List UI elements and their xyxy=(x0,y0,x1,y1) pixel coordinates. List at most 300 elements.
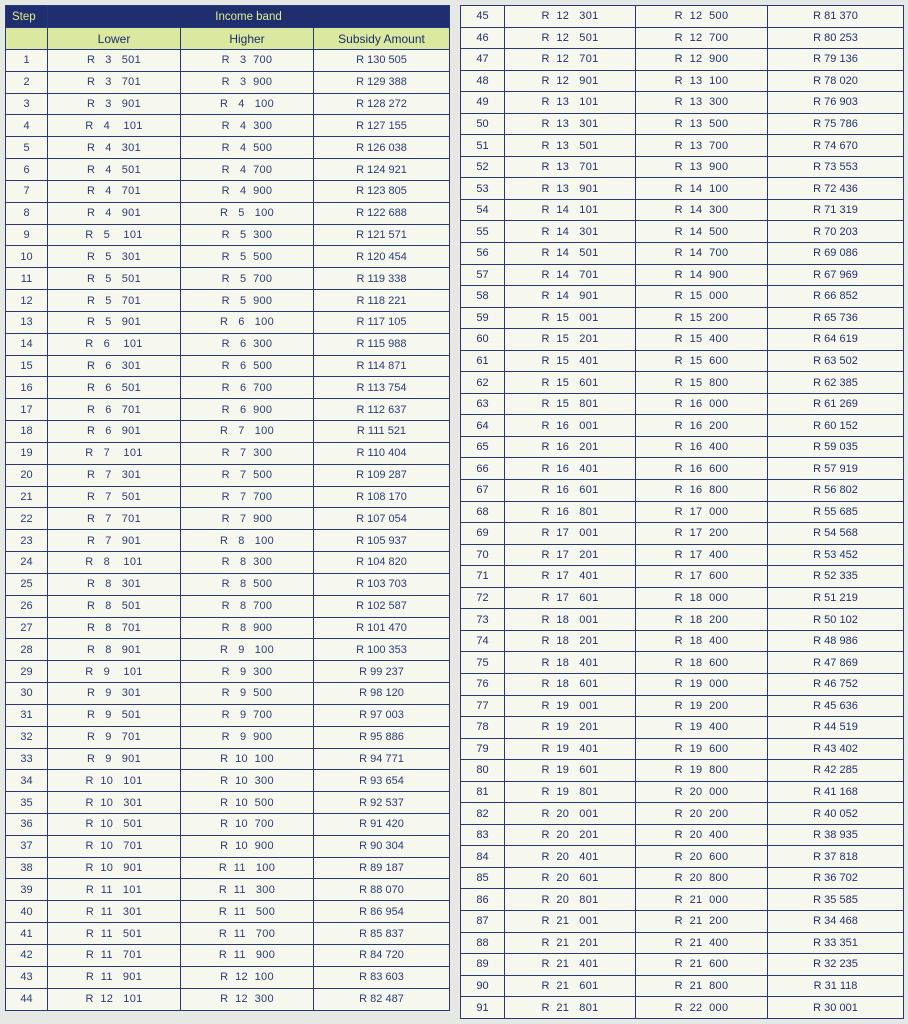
higher-cell: R 7 300 xyxy=(181,442,314,464)
step-cell: 54 xyxy=(461,199,505,221)
table-row xyxy=(6,399,450,421)
higher-cell: R 21 800 xyxy=(636,975,768,997)
subsidy-cell: R 32 235 xyxy=(768,954,904,976)
table-row xyxy=(6,988,450,1010)
lower-cell: R 14 701 xyxy=(505,264,636,286)
lower-cell: R 20 201 xyxy=(505,824,636,846)
lower-cell: R 5 101 xyxy=(48,224,181,246)
subsidy-cell: R 54 568 xyxy=(768,523,904,545)
table-row xyxy=(461,566,904,588)
lower-cell: R 10 501 xyxy=(48,813,181,835)
lower-cell: R 19 801 xyxy=(505,781,636,803)
subsidy-cell: R 124 921 xyxy=(314,159,450,181)
table-row xyxy=(6,93,450,115)
subsidy-cell: R 37 818 xyxy=(768,846,904,868)
lower-cell: R 17 001 xyxy=(505,523,636,545)
subsidy-cell: R 98 120 xyxy=(314,683,450,705)
table-row xyxy=(461,286,904,308)
higher-cell: R 8 300 xyxy=(181,552,314,574)
table-row xyxy=(6,115,450,137)
higher-cell: R 16 400 xyxy=(636,436,768,458)
higher-cell: R 15 200 xyxy=(636,307,768,329)
step-cell: 7 xyxy=(6,180,48,202)
step-cell: 18 xyxy=(6,421,48,443)
lower-cell: R 6 501 xyxy=(48,377,181,399)
subsidy-cell: R 61 269 xyxy=(768,393,904,415)
lower-cell: R 10 301 xyxy=(48,792,181,814)
subsidy-cell: R 63 502 xyxy=(768,350,904,372)
higher-cell: R 21 200 xyxy=(636,910,768,932)
table-row xyxy=(6,552,450,574)
step-cell: 74 xyxy=(461,630,505,652)
subsidy-cell: R 97 003 xyxy=(314,704,450,726)
table-row xyxy=(6,770,450,792)
step-cell: 66 xyxy=(461,458,505,480)
higher-cell: R 7 100 xyxy=(181,421,314,443)
higher-cell: R 7 500 xyxy=(181,464,314,486)
higher-cell: R 13 700 xyxy=(636,135,768,157)
subsidy-cell: R 36 702 xyxy=(768,867,904,889)
step-cell: 32 xyxy=(6,726,48,748)
table-row xyxy=(461,178,904,200)
subsidy-cell: R 115 988 xyxy=(314,333,450,355)
table-row xyxy=(6,530,450,552)
higher-cell: R 20 200 xyxy=(636,803,768,825)
step-cell: 25 xyxy=(6,573,48,595)
lower-cell: R 16 401 xyxy=(505,458,636,480)
step-cell: 67 xyxy=(461,480,505,502)
subsidy-cell: R 33 351 xyxy=(768,932,904,954)
lower-cell: R 9 101 xyxy=(48,661,181,683)
subsidy-cell: R 76 903 xyxy=(768,92,904,114)
lower-cell: R 4 501 xyxy=(48,159,181,181)
higher-cell: R 9 500 xyxy=(181,683,314,705)
higher-cell: R 12 500 xyxy=(636,6,768,28)
lower-cell: R 17 401 xyxy=(505,566,636,588)
table-row xyxy=(461,544,904,566)
subsidy-cell: R 101 470 xyxy=(314,617,450,639)
table-row xyxy=(6,421,450,443)
subsidy-cell: R 90 304 xyxy=(314,835,450,857)
step-cell: 71 xyxy=(461,566,505,588)
lower-cell: R 6 701 xyxy=(48,399,181,421)
header-subsidy-amount: Subsidy Amount xyxy=(314,28,450,50)
step-cell: 51 xyxy=(461,135,505,157)
header-step-blank xyxy=(6,28,48,50)
step-cell: 6 xyxy=(6,159,48,181)
subsidy-cell: R 40 052 xyxy=(768,803,904,825)
step-cell: 89 xyxy=(461,954,505,976)
table-row xyxy=(6,726,450,748)
table-row xyxy=(6,901,450,923)
higher-cell: R 14 900 xyxy=(636,264,768,286)
step-cell: 13 xyxy=(6,311,48,333)
step-cell: 70 xyxy=(461,544,505,566)
step-cell: 41 xyxy=(6,923,48,945)
lower-cell: R 7 501 xyxy=(48,486,181,508)
table-row xyxy=(461,307,904,329)
lower-cell: R 10 701 xyxy=(48,835,181,857)
table-row xyxy=(461,738,904,760)
table-row xyxy=(461,480,904,502)
subsidy-cell: R 91 420 xyxy=(314,813,450,835)
table-row xyxy=(6,944,450,966)
step-cell: 88 xyxy=(461,932,505,954)
lower-cell: R 21 001 xyxy=(505,910,636,932)
step-cell: 21 xyxy=(6,486,48,508)
step-cell: 38 xyxy=(6,857,48,879)
table-row xyxy=(6,857,450,879)
higher-cell: R 5 300 xyxy=(181,224,314,246)
subsidy-cell: R 60 152 xyxy=(768,415,904,437)
subsidy-cell: R 85 837 xyxy=(314,923,450,945)
lower-cell: R 12 901 xyxy=(505,70,636,92)
lower-cell: R 18 201 xyxy=(505,630,636,652)
higher-cell: R 6 900 xyxy=(181,399,314,421)
table-row xyxy=(461,609,904,631)
higher-cell: R 6 100 xyxy=(181,311,314,333)
higher-cell: R 12 100 xyxy=(181,966,314,988)
step-cell: 10 xyxy=(6,246,48,268)
subsidy-cell: R 108 170 xyxy=(314,486,450,508)
header-step: Step xyxy=(6,6,48,28)
higher-cell: R 4 500 xyxy=(181,137,314,159)
lower-cell: R 5 901 xyxy=(48,311,181,333)
step-cell: 59 xyxy=(461,307,505,329)
subsidy-cell: R 128 272 xyxy=(314,93,450,115)
step-cell: 68 xyxy=(461,501,505,523)
subsidy-cell: R 79 136 xyxy=(768,49,904,71)
table-row xyxy=(461,458,904,480)
step-cell: 43 xyxy=(6,966,48,988)
step-cell: 14 xyxy=(6,333,48,355)
table-row xyxy=(461,372,904,394)
higher-cell: R 11 700 xyxy=(181,923,314,945)
higher-cell: R 4 100 xyxy=(181,93,314,115)
lower-cell: R 19 201 xyxy=(505,717,636,739)
subsidy-cell: R 62 385 xyxy=(768,372,904,394)
subsidy-cell: R 130 505 xyxy=(314,50,450,72)
step-cell: 62 xyxy=(461,372,505,394)
table-row xyxy=(6,202,450,224)
higher-cell: R 10 700 xyxy=(181,813,314,835)
higher-cell: R 18 600 xyxy=(636,652,768,674)
step-cell: 39 xyxy=(6,879,48,901)
lower-cell: R 4 701 xyxy=(48,180,181,202)
higher-cell: R 11 900 xyxy=(181,944,314,966)
step-cell: 16 xyxy=(6,377,48,399)
subsidy-cell: R 57 919 xyxy=(768,458,904,480)
table-row xyxy=(461,997,904,1019)
lower-cell: R 13 701 xyxy=(505,156,636,178)
lower-cell: R 21 201 xyxy=(505,932,636,954)
subsidy-cell: R 30 001 xyxy=(768,997,904,1019)
table-row xyxy=(461,781,904,803)
step-cell: 15 xyxy=(6,355,48,377)
lower-cell: R 4 101 xyxy=(48,115,181,137)
table-row xyxy=(6,683,450,705)
subsidy-cell: R 38 935 xyxy=(768,824,904,846)
higher-cell: R 20 600 xyxy=(636,846,768,868)
table-row xyxy=(6,50,450,72)
lower-cell: R 11 701 xyxy=(48,944,181,966)
lower-cell: R 5 701 xyxy=(48,290,181,312)
subsidy-cell: R 69 086 xyxy=(768,243,904,265)
step-cell: 28 xyxy=(6,639,48,661)
higher-cell: R 22 000 xyxy=(636,997,768,1019)
higher-cell: R 9 700 xyxy=(181,704,314,726)
subsidy-cell: R 129 388 xyxy=(314,71,450,93)
subsidy-cell: R 81 370 xyxy=(768,6,904,28)
higher-cell: R 18 200 xyxy=(636,609,768,631)
step-cell: 69 xyxy=(461,523,505,545)
subsidy-cell: R 73 553 xyxy=(768,156,904,178)
lower-cell: R 14 101 xyxy=(505,199,636,221)
subsidy-cell: R 65 736 xyxy=(768,307,904,329)
table-row xyxy=(6,617,450,639)
higher-cell: R 19 000 xyxy=(636,673,768,695)
higher-cell: R 6 300 xyxy=(181,333,314,355)
higher-cell: R 21 600 xyxy=(636,954,768,976)
table-row xyxy=(461,587,904,609)
step-cell: 73 xyxy=(461,609,505,631)
higher-cell: R 17 400 xyxy=(636,544,768,566)
table-row xyxy=(461,264,904,286)
lower-cell: R 12 701 xyxy=(505,49,636,71)
higher-cell: R 5 700 xyxy=(181,268,314,290)
higher-cell: R 3 900 xyxy=(181,71,314,93)
table-row xyxy=(461,221,904,243)
lower-cell: R 11 501 xyxy=(48,923,181,945)
higher-cell: R 10 500 xyxy=(181,792,314,814)
table-row xyxy=(6,966,450,988)
step-cell: 60 xyxy=(461,329,505,351)
lower-cell: R 6 301 xyxy=(48,355,181,377)
lower-cell: R 8 701 xyxy=(48,617,181,639)
step-cell: 11 xyxy=(6,268,48,290)
higher-cell: R 16 800 xyxy=(636,480,768,502)
subsidy-cell: R 34 468 xyxy=(768,910,904,932)
table-row xyxy=(6,748,450,770)
lower-cell: R 10 901 xyxy=(48,857,181,879)
subsidy-cell: R 35 585 xyxy=(768,889,904,911)
table-row xyxy=(6,595,450,617)
table-row xyxy=(461,846,904,868)
table-row xyxy=(6,813,450,835)
step-cell: 50 xyxy=(461,113,505,135)
higher-cell: R 16 000 xyxy=(636,393,768,415)
higher-cell: R 5 900 xyxy=(181,290,314,312)
higher-cell: R 17 000 xyxy=(636,501,768,523)
step-cell: 45 xyxy=(461,6,505,28)
table-row xyxy=(461,652,904,674)
step-cell: 80 xyxy=(461,760,505,782)
step-cell: 91 xyxy=(461,997,505,1019)
higher-cell: R 17 200 xyxy=(636,523,768,545)
table-row xyxy=(461,867,904,889)
subsidy-cell: R 72 436 xyxy=(768,178,904,200)
subsidy-cell: R 112 637 xyxy=(314,399,450,421)
lower-cell: R 7 701 xyxy=(48,508,181,530)
lower-cell: R 3 501 xyxy=(48,50,181,72)
right-table-panel xyxy=(460,5,903,1019)
lower-cell: R 10 101 xyxy=(48,770,181,792)
table-row xyxy=(461,350,904,372)
step-cell: 1 xyxy=(6,50,48,72)
lower-cell: R 12 301 xyxy=(505,6,636,28)
table-row xyxy=(461,954,904,976)
step-cell: 86 xyxy=(461,889,505,911)
table-row xyxy=(6,486,450,508)
lower-cell: R 11 301 xyxy=(48,901,181,923)
lower-cell: R 8 501 xyxy=(48,595,181,617)
step-cell: 84 xyxy=(461,846,505,868)
lower-cell: R 8 101 xyxy=(48,552,181,574)
table-row xyxy=(461,199,904,221)
step-cell: 49 xyxy=(461,92,505,114)
lower-cell: R 9 501 xyxy=(48,704,181,726)
higher-cell: R 16 200 xyxy=(636,415,768,437)
higher-cell: R 19 800 xyxy=(636,760,768,782)
lower-cell: R 6 101 xyxy=(48,333,181,355)
lower-cell: R 16 601 xyxy=(505,480,636,502)
lower-cell: R 14 901 xyxy=(505,286,636,308)
subsidy-cell: R 42 285 xyxy=(768,760,904,782)
step-cell: 34 xyxy=(6,770,48,792)
subsidy-cell: R 86 954 xyxy=(314,901,450,923)
step-cell: 61 xyxy=(461,350,505,372)
higher-cell: R 12 300 xyxy=(181,988,314,1010)
table-row xyxy=(461,436,904,458)
table-row xyxy=(461,717,904,739)
higher-cell: R 17 600 xyxy=(636,566,768,588)
subsidy-cell: R 56 802 xyxy=(768,480,904,502)
table-row xyxy=(6,879,450,901)
lower-cell: R 13 101 xyxy=(505,92,636,114)
lower-cell: R 9 701 xyxy=(48,726,181,748)
table-row xyxy=(461,932,904,954)
step-cell: 2 xyxy=(6,71,48,93)
table-row xyxy=(461,975,904,997)
table-row xyxy=(6,333,450,355)
step-cell: 17 xyxy=(6,399,48,421)
step-cell: 76 xyxy=(461,673,505,695)
subsidy-cell: R 117 105 xyxy=(314,311,450,333)
subsidy-cell: R 48 986 xyxy=(768,630,904,652)
step-cell: 87 xyxy=(461,910,505,932)
subsidy-cell: R 41 168 xyxy=(768,781,904,803)
lower-cell: R 15 001 xyxy=(505,307,636,329)
left-table-body xyxy=(6,50,450,1011)
step-cell: 72 xyxy=(461,587,505,609)
higher-cell: R 6 500 xyxy=(181,355,314,377)
step-cell: 47 xyxy=(461,49,505,71)
table-row xyxy=(461,695,904,717)
step-cell: 46 xyxy=(461,27,505,49)
lower-cell: R 9 301 xyxy=(48,683,181,705)
subsidy-cell: R 78 020 xyxy=(768,70,904,92)
higher-cell: R 14 500 xyxy=(636,221,768,243)
higher-cell: R 9 300 xyxy=(181,661,314,683)
table-row xyxy=(461,156,904,178)
higher-cell: R 21 400 xyxy=(636,932,768,954)
right-table-body xyxy=(461,6,904,1019)
lower-cell: R 21 401 xyxy=(505,954,636,976)
subsidy-cell: R 52 335 xyxy=(768,566,904,588)
table-row xyxy=(6,355,450,377)
table-row xyxy=(6,835,450,857)
step-cell: 3 xyxy=(6,93,48,115)
higher-cell: R 7 900 xyxy=(181,508,314,530)
lower-cell: R 14 501 xyxy=(505,243,636,265)
higher-cell: R 4 300 xyxy=(181,115,314,137)
table-row xyxy=(6,464,450,486)
table-row xyxy=(6,159,450,181)
lower-cell: R 5 501 xyxy=(48,268,181,290)
lower-cell: R 21 801 xyxy=(505,997,636,1019)
subsidy-cell: R 114 871 xyxy=(314,355,450,377)
higher-cell: R 10 300 xyxy=(181,770,314,792)
higher-cell: R 13 900 xyxy=(636,156,768,178)
higher-cell: R 11 300 xyxy=(181,879,314,901)
lower-cell: R 18 401 xyxy=(505,652,636,674)
step-cell: 37 xyxy=(6,835,48,857)
higher-cell: R 21 000 xyxy=(636,889,768,911)
step-cell: 26 xyxy=(6,595,48,617)
lower-cell: R 7 301 xyxy=(48,464,181,486)
higher-cell: R 19 600 xyxy=(636,738,768,760)
table-row xyxy=(6,923,450,945)
table-row xyxy=(461,113,904,135)
table-row xyxy=(6,311,450,333)
step-cell: 78 xyxy=(461,717,505,739)
subsidy-cell: R 93 654 xyxy=(314,770,450,792)
table-row xyxy=(6,377,450,399)
lower-cell: R 12 501 xyxy=(505,27,636,49)
lower-cell: R 13 901 xyxy=(505,178,636,200)
subsidy-cell: R 102 587 xyxy=(314,595,450,617)
lower-cell: R 11 101 xyxy=(48,879,181,901)
step-cell: 57 xyxy=(461,264,505,286)
higher-cell: R 7 700 xyxy=(181,486,314,508)
subsidy-cell: R 74 670 xyxy=(768,135,904,157)
subsidy-cell: R 92 537 xyxy=(314,792,450,814)
lower-cell: R 4 901 xyxy=(48,202,181,224)
subsidy-cell: R 80 253 xyxy=(768,27,904,49)
step-cell: 31 xyxy=(6,704,48,726)
higher-cell: R 5 500 xyxy=(181,246,314,268)
subsidy-cell: R 105 937 xyxy=(314,530,450,552)
table-row xyxy=(461,49,904,71)
table-row xyxy=(6,180,450,202)
table-row xyxy=(461,27,904,49)
subsidy-cell: R 103 703 xyxy=(314,573,450,595)
lower-cell: R 13 301 xyxy=(505,113,636,135)
step-cell: 27 xyxy=(6,617,48,639)
subsidy-cell: R 44 519 xyxy=(768,717,904,739)
table-row xyxy=(461,6,904,28)
lower-cell: R 4 301 xyxy=(48,137,181,159)
lower-cell: R 20 001 xyxy=(505,803,636,825)
higher-cell: R 15 400 xyxy=(636,329,768,351)
step-cell: 85 xyxy=(461,867,505,889)
step-cell: 8 xyxy=(6,202,48,224)
lower-cell: R 3 901 xyxy=(48,93,181,115)
higher-cell: R 3 700 xyxy=(181,50,314,72)
higher-cell: R 15 000 xyxy=(636,286,768,308)
subsidy-cell: R 45 636 xyxy=(768,695,904,717)
higher-cell: R 20 400 xyxy=(636,824,768,846)
